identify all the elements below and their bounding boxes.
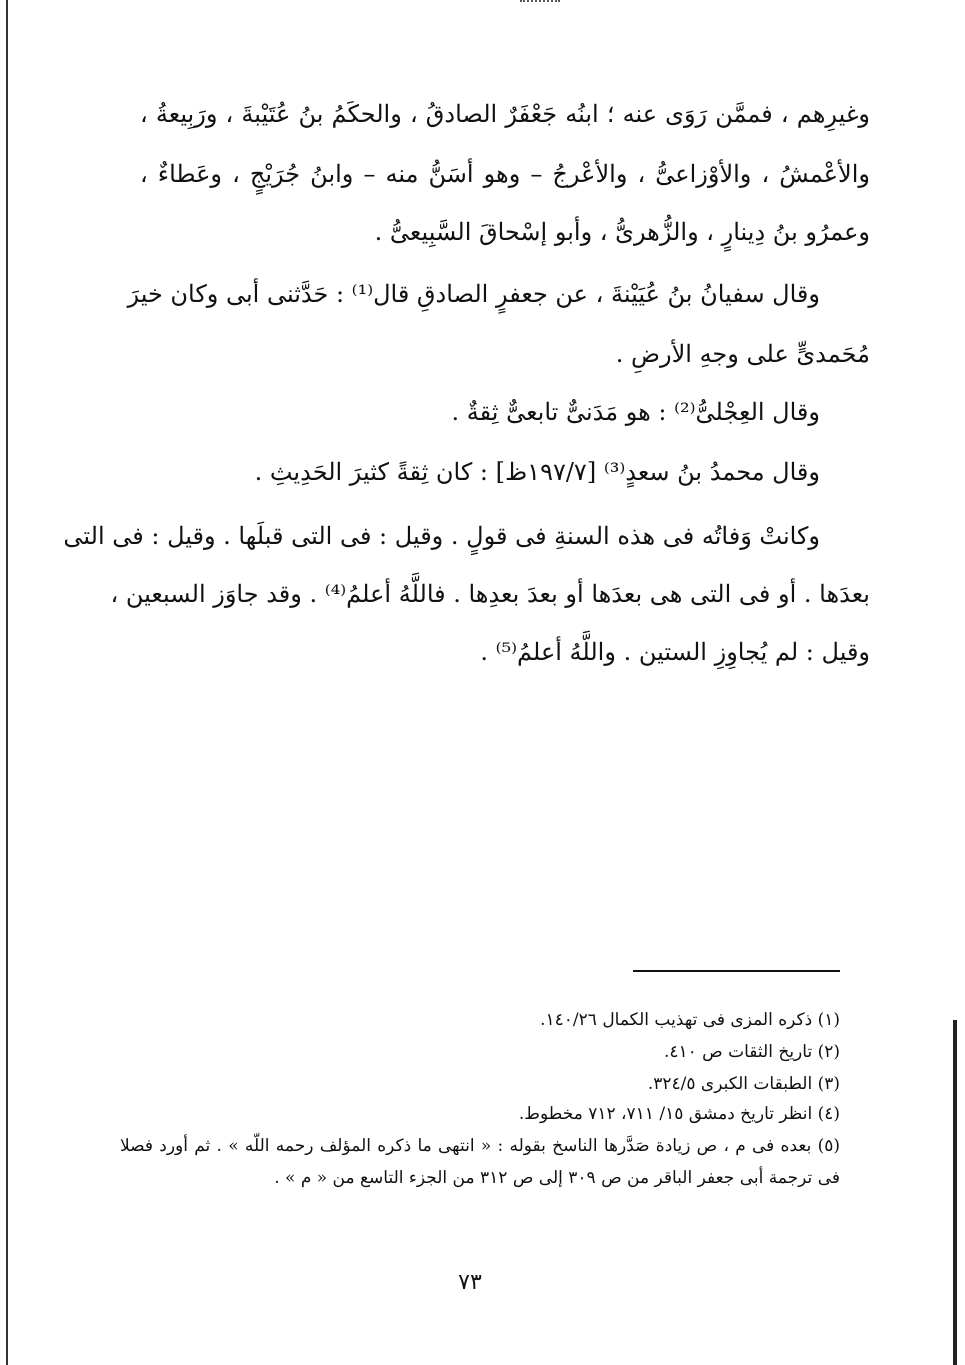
left-scan-edge bbox=[6, 0, 8, 1365]
footnote-item: فى ترجمة أبى جعفر الباقر من ص ٣٠٩ إلى ص ٣١٢ من الجزء التاسع من « م » . bbox=[274, 1168, 840, 1188]
footnote-item: (٥) بعده فى م ، ص زيادة صَدَّرها الناسخ بقوله : « انتهى ما ذكره المؤلف رحمه اللّه » . ثم أورد فصلا bbox=[120, 1136, 840, 1156]
main-text-line: وقال العِجْلىُّ⁽²⁾ : هو مَدَنىٌّ تابعىٌّ ثِقةٌ . bbox=[451, 398, 820, 426]
main-text-line: وقال محمدُ بنُ سعدٍ⁽³⁾ [١٩٧/٧ظ] : كان ثِقةً كثيرَ الحَدِيثِ . bbox=[254, 458, 820, 486]
footnote-item: (١) ذكره المزى فى تهذيب الكمال ١٤٠/٢٦. bbox=[540, 1010, 840, 1030]
page-number: ٧٣ bbox=[458, 1270, 482, 1295]
main-text-line: مُحَمدىٍّ على وجهِ الأرضِ . bbox=[615, 340, 870, 368]
footnote-item: (٣) الطبقات الكبرى ٣٢٤/٥. bbox=[647, 1074, 840, 1094]
main-text-line: وقال سفيانُ بنُ عُيَيْنةَ ، عن جعفرٍ الصادقِ قال⁽¹⁾ : حَدَّثنى أبى وكان خيرَ bbox=[127, 280, 820, 308]
main-text-line: بعدَها . أو فى التى هى بعدَها أو بعدَ بعدِها . فاللَّهُ أعلمُ⁽⁴⁾ . وقد جاوَز السبعين ، bbox=[110, 580, 870, 608]
main-text-line: وكانتْ وَفاتُه فى هذه السنةِ فى قولٍ . وقيل : فى التى قبلَها . وقيل : فى التى bbox=[63, 522, 820, 550]
main-text-line: وغيرِهم ، فممَّن رَوَى عنه ؛ ابنُه جَعْفَرٌ الصادقُ ، والحكَمُ بنُ عُتَيْبةَ ، ورَبِيعةُ ، bbox=[140, 100, 870, 128]
footnote-item: (٢) تاريخ الثقات ص ٤١٠. bbox=[663, 1042, 840, 1062]
footnotes bbox=[63, 0, 840, 1220]
right-scan-edge bbox=[953, 1020, 957, 1365]
footnote-item: (٤) انظر تاريخ دمشق ١٥/ ٧١١، ٧١٢ مخطوط. bbox=[518, 1104, 840, 1124]
main-text-line: وعمرُو بنُ دِينارٍ ، والزُّهرىُّ ، وأبو إسْحاقَ السَّبِيعىُّ . bbox=[374, 218, 870, 246]
main-text-line: والأعْمشُ ، والأوْزاعىُّ ، والأعْرجُ – وهو أسَنُّ منه – وابنُ جُرَيْجٍ ، وعَطاءٌ ، bbox=[140, 160, 870, 188]
main-text-line: وقيل : لم يُجاوِزِ الستين . واللَّهُ أعلمُ⁽⁵⁾ . bbox=[480, 638, 870, 666]
